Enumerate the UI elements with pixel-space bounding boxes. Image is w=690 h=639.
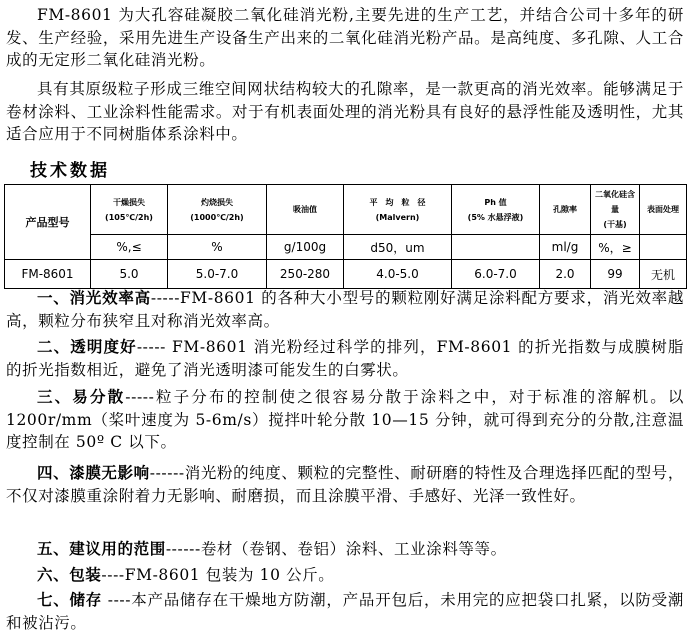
cell-oil-absorption: 250-280 — [267, 260, 344, 289]
header-particle-size: 平 均 粒 径 (Malvern) — [344, 185, 452, 235]
cell-surface-treatment: 无机 — [640, 260, 687, 289]
section-packaging — [6, 564, 684, 587]
cell-porosity: 2.0 — [540, 260, 591, 289]
section-text: ------消光粉的纯度、颗粒的完整性、耐研磨的特性及合理选择匹配的型号，不仅对漆膜重涂附着力无影响、耐磨损，而且涂膜平滑、手感好、光泽一致性好。 — [6, 464, 684, 505]
section-text: ----- FM-8601 消光粉经过科学的排列，FM-8601 的折光指数与成膜树脂的折光指数相近，避免了消光透明漆可能发生的白雾状。 — [6, 338, 684, 379]
section-title: 一、消光效率高 — [37, 289, 151, 307]
section-matting-efficiency — [6, 287, 684, 332]
unit-surface-treatment — [640, 235, 687, 260]
section-text: -----FM-8601 的各种大小型号的颗粒刚好满足涂料配方要求，消光效率越高，颗粒分布狭窄且对称消光效率高。 — [6, 289, 685, 330]
cell-model: FM-8601 — [5, 260, 91, 289]
section-text: ----FM-8601 包装为 10 公斤。 — [101, 566, 335, 584]
cell-particle-size: 4.0-5.0 — [344, 260, 452, 289]
cell-ph: 6.0-7.0 — [452, 260, 540, 289]
section-text: ----本产品储存在干燥地方防潮，产品开包后，未用完的应把袋口扎紧，以防受潮和被沾污。 — [6, 591, 685, 632]
section-title: 七、储存 — [37, 591, 103, 609]
header-drying-loss: 干燥损失 (105℃/2h) — [91, 185, 168, 235]
table-row — [5, 260, 687, 289]
unit-ph — [452, 235, 540, 260]
header-porosity: 孔隙率 — [540, 185, 591, 235]
section-film-effect — [6, 462, 684, 507]
section-title: 六、包装 — [37, 566, 102, 584]
cell-ignition-loss: 5.0-7.0 — [168, 260, 267, 289]
section-text: ------卷材（卷钢、卷铝）涂料、工业涂料等等。 — [165, 540, 507, 558]
unit-porosity: ml/g — [540, 235, 591, 260]
section-storage — [6, 589, 684, 634]
header-surface-treatment: 表面处理 — [640, 185, 687, 235]
cell-silica-content: 99 — [591, 260, 640, 289]
cell-drying-loss: 5.0 — [91, 260, 168, 289]
intro-paragraph-1: FM-8601 为大孔容硅凝胶二氧化硅消光粉,主要先进的生产工艺，并结合公司十多年的研发、生产经验，采用先进生产设备生产出来的二氧化硅消光粉产品。是高纯度、多孔隙、人工合成的无定形二氧化硅消光粉。 — [6, 6, 684, 69]
section-title: 二、透明度好 — [37, 338, 137, 356]
header-model: 产品型号 — [5, 185, 91, 260]
table-unit-row — [5, 235, 687, 260]
unit-silica-content: %，≥ — [591, 235, 640, 260]
table-header-row — [5, 185, 687, 235]
header-oil-absorption: 吸油值 — [267, 185, 344, 235]
intro-paragraph-2: 具有其原级粒子形成三维空间网状结构较大的孔隙率，是一款更高的消光效率。能够满足于卷材涂料、工业涂料性能需求。对于有机表面处理的消光粉具有良好的悬浮性能及透明性，尤其适合应用于不同树脂体系涂料中。 — [6, 80, 684, 143]
section-title: 五、建议用的范围 — [37, 540, 166, 558]
section-title: 四、漆膜无影响 — [37, 464, 150, 482]
section-text: -----粒子分布的控制使之很容易分散于涂料之中，对于标准的溶解机。以 1200r/mm（桨叶速度为 5-6m/s）搅拌叶轮分散 10—15 分钟，就可得到充分的分散,注意温度控制在 50º C 以下。 — [6, 388, 684, 451]
unit-drying-loss: %,≤ — [91, 235, 168, 260]
section-application-range — [6, 538, 684, 561]
tech-data-heading: 技术数据 — [30, 161, 110, 181]
section-title: 三、易分散 — [37, 388, 126, 406]
unit-ignition-loss: % — [168, 235, 267, 260]
header-silica-content: 二氧化硅含量 (干基) — [591, 185, 640, 235]
section-dispersion — [6, 386, 684, 454]
unit-particle-size: d50，um — [344, 235, 452, 260]
header-ph: Ph 值 (5% 水悬浮液) — [452, 185, 540, 235]
spec-table — [4, 184, 687, 289]
unit-oil-absorption: g/100g — [267, 235, 344, 260]
section-transparency — [6, 336, 684, 381]
header-ignition-loss: 灼烧损失 (1000℃/2h) — [168, 185, 267, 235]
